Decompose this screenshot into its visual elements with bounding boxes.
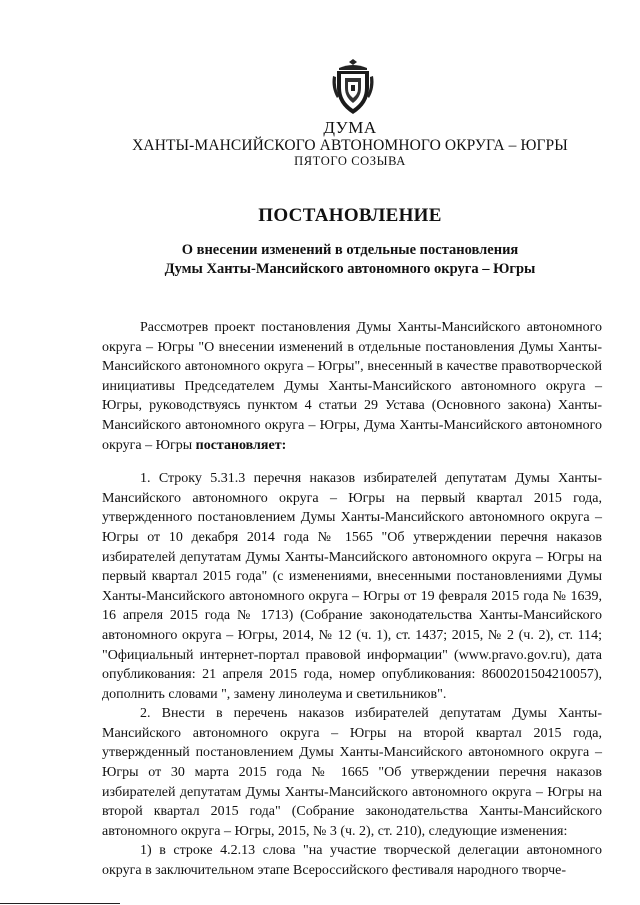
footnote-divider [0, 903, 120, 904]
coat-of-arms-icon [331, 58, 375, 116]
coat-of-arms-emblem [331, 58, 375, 116]
org-name-line-2: ХАНТЫ-МАНСИЙСКОГО АВТОНОМНОГО ОКРУГА – ЮГРЫ [132, 137, 568, 154]
org-name-line-1: ДУМА [323, 118, 377, 137]
subject-line-2: Думы Ханты-Мансийского автономного округа – Югры [164, 261, 536, 277]
item-1-paragraph: 1. Строку 5.31.3 перечня наказов избирателей депутатам Думы Ханты-Мансийского автономного округа – Югры на первый квартал 2015 года, утвержденного постановлением Думы Ханты-Мансийского автономного округа – Югры от 10 декабря 2014 года № 1565 "Об утверждении перечня наказов избирателей депутатам Думы Ханты-Мансийского автономного округа – Югры на первый квартал 2015 года" (с изменениями, внесенными постановлениями Думы Ханты-Мансийского автономного округа – Югры от 19 февраля 2015 года № 1639, 16 апреля 2015 года № 1713) (Собрание законодательства Ханты-Мансийского автономного округа – Югры, 2014, № 12 (ч. 1), ст. 1437; 2015, № 2 (ч. 2), ст. 114; "Официальный интернет-портал правовой информации" (www.pravo.gov.ru), дата опубликования: 21 апреля 2015 года, номер опубликования: 8600201504210057), дополнить словами ", замену линолеума и светильников". [102, 471, 602, 702]
convocation-line: ПЯТОГО СОЗЫВА [294, 154, 406, 168]
item-2-subitem-1-paragraph: 1) в строке 4.2.13 слова "на участие творческой делегации автономного округа в заключительном этапе Всероссийского фестиваля народного творче- [102, 843, 602, 879]
preamble-text: Рассмотрев проект постановления Думы Ханты-Мансийского автономного округа – Югры "О внесении изменений в отдельные постановления Думы Ханты-Мансийского автономного округа – Югры", внесенный в качестве правотворческой инициативы Председателем Думы Ханты-Мансийского автономного округа – Югры, руководствуясь пунктом 4 статьи 29 Устава (Основного закона) Ханты-Мансийского автономного округа – Югры, Дума Ханты-Мансийского автономного округа – Югры [102, 320, 602, 453]
item-2-paragraph: 2. Внести в перечень наказов избирателей депутатам Думы Ханты-Мансийского автономного округа – Югры на второй квартал 2015 года, утвержденный постановлением Думы Ханты-Мансийского автономного округа – Югры от 30 марта 2015 года № 1665 "Об утверждении перечня наказов избирателей депутатам Думы Ханты-Мансийского автономного округа – Югры на второй квартал 2015 года" (Собрание законодательства Ханты-Мансийского автономного округа – Югры, 2015, № 3 (ч. 2), ст. 210), следующие изменения: [102, 706, 602, 839]
subject-line-1: О внесении изменений в отдельные постановления [181, 242, 519, 258]
preamble-paragraph [102, 318, 602, 455]
document-body [102, 318, 602, 881]
document-type-title: ПОСТАНОВЛЕНИЕ [258, 205, 442, 226]
resolves-word: постановляет: [195, 437, 287, 453]
